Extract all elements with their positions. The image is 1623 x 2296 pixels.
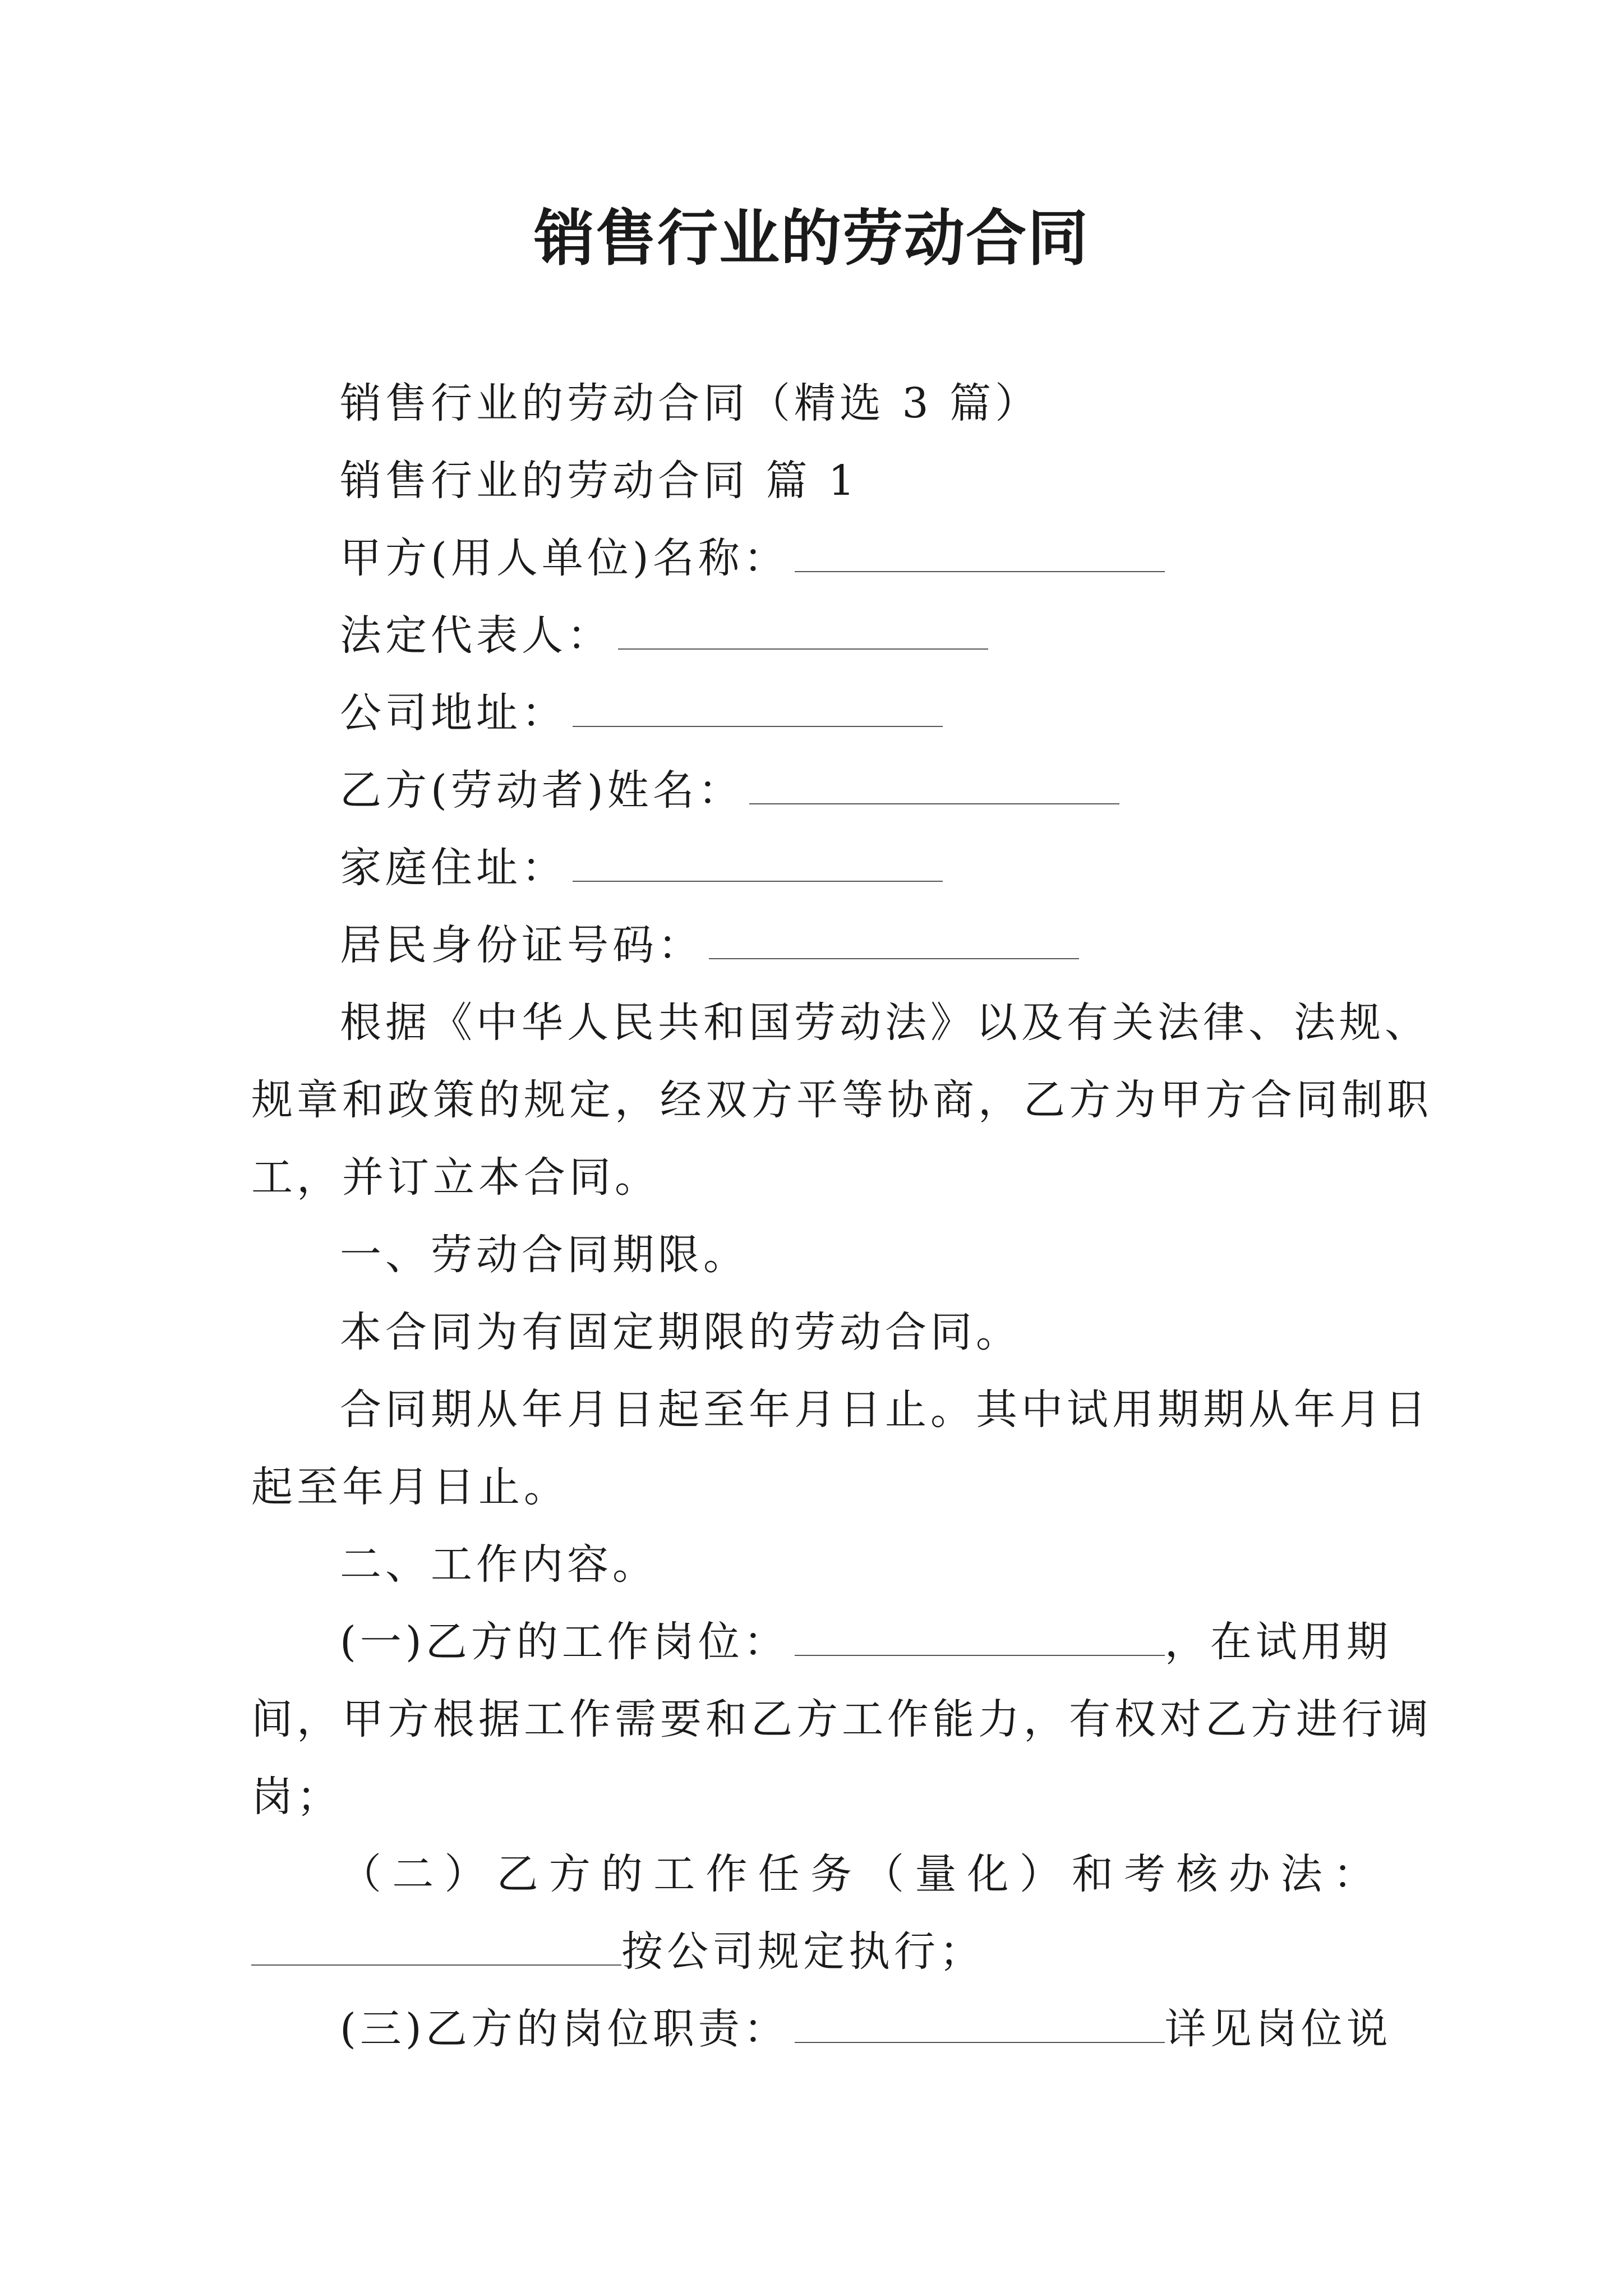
legal-rep-field <box>251 597 1378 674</box>
party-a-label: 甲方(用人单位)名称： <box>340 534 789 582</box>
s2-item3-prefix: (三)乙方的岗位职责： <box>340 2005 789 2053</box>
s2-item1-line3: 岗； <box>251 1773 342 1821</box>
home-addr-blank <box>573 846 943 882</box>
intro-line-3: 工，并订立本合同。 <box>251 1153 660 1202</box>
id-number-label: 居民身份证号码： <box>340 921 703 969</box>
party-a-blank <box>795 536 1165 572</box>
s2-item1-line1 <box>251 1603 1392 1681</box>
s2-item3-suffix: 详见岗位说 <box>1164 2005 1392 2053</box>
s2-item2-line2 <box>251 1913 1378 1990</box>
s2-item1-blank <box>795 1620 1165 1656</box>
s2-item3-line1 <box>251 1990 1392 2068</box>
id-number-blank <box>709 923 1079 959</box>
s2-item3-blank <box>795 2007 1165 2043</box>
legal-rep-label: 法定代表人： <box>340 611 612 660</box>
subtitle: 销售行业的劳动合同（精选 3 篇） <box>340 379 1041 427</box>
s2-item1-suffix: ，在试用期 <box>1164 1618 1392 1666</box>
s2-item2-line1: （二）乙方的工作任务（量化）和考核办法： <box>340 1850 1378 1898</box>
s1-p2-line1: 合同期从年月日起至年月日止。其中试用期期从年月日 <box>340 1386 1430 1434</box>
s2-heading: 二、工作内容。 <box>340 1540 658 1589</box>
intro-line-1: 根据《中华人民共和国劳动法》以及有关法律、法规、 <box>340 999 1430 1047</box>
party-a-field <box>251 519 1378 597</box>
home-addr-field <box>251 829 1378 907</box>
s1-p2-line2: 起至年月日止。 <box>251 1463 569 1511</box>
home-addr-label: 家庭住址： <box>340 844 567 892</box>
s2-item2-suffix: 按公司规定执行； <box>621 1927 985 1976</box>
company-addr-blank <box>573 691 943 727</box>
s1-heading: 一、劳动合同期限。 <box>340 1231 749 1279</box>
party-b-blank <box>749 769 1119 804</box>
company-addr-field <box>251 674 1378 752</box>
s2-item2-blank <box>251 1930 621 1966</box>
id-number-field <box>251 907 1378 984</box>
party-b-field <box>251 752 1378 829</box>
company-addr-label: 公司地址： <box>340 689 567 737</box>
section-heading: 销售行业的劳动合同 篇 1 <box>340 457 859 505</box>
s2-item1-line2: 间，甲方根据工作需要和乙方工作能力，有权对乙方进行调 <box>251 1695 1432 1743</box>
intro-line-2: 规章和政策的规定，经双方平等协商，乙方为甲方合同制职 <box>251 1076 1432 1124</box>
document-title: 销售行业的劳动合同 <box>533 203 1089 274</box>
s2-item1-prefix: (一)乙方的工作岗位： <box>340 1618 789 1666</box>
legal-rep-blank <box>618 614 988 650</box>
party-b-label: 乙方(劳动者)姓名： <box>340 766 744 815</box>
s1-p1: 本合同为有固定期限的劳动合同。 <box>340 1308 1021 1356</box>
